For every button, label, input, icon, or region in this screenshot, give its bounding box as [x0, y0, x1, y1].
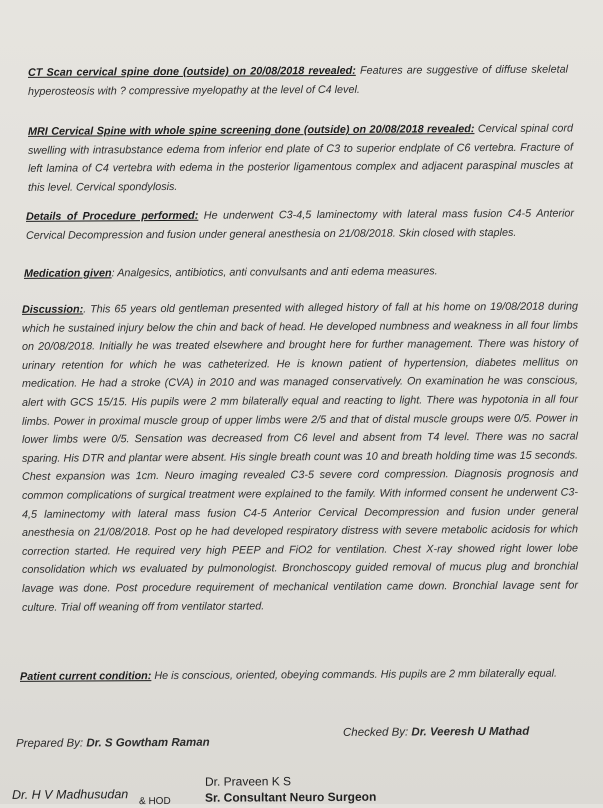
medication-text: : Analgesics, antibiotics, anti convulsants and anti edema measures.: [111, 265, 438, 280]
ct-scan-section: [28, 61, 568, 101]
footer-right-name: Dr. Praveen K S: [205, 774, 292, 789]
medication-section: [24, 261, 584, 283]
footer-left-role: & HOD: [139, 795, 171, 808]
discussion-section: [22, 297, 578, 616]
procedure-section: [26, 204, 574, 244]
ct-scan-text: Features are suggestive of diffuse skeletal hyperosteosis with ? compressive myelopathy at the level of C4 level.: [28, 63, 568, 98]
discussion-text: . This 65 years old gentleman presented with alleged history of fall at his home on 19/08/2018 during which he sustained injury below the chin and back of head. He developed numbness and weakness in all four limbs on 20/08/2018. Initially he was treated elsewhere and brought here for further management. There was history of urinary retention for which he was catheterized. He is known patient of hypertension, diabetes mellitus on medication. He had a stroke (CVA) in 2010 and was managed conservatively. On examination he was conscious, alert with GCS 15/15. His pupils were 2 mm bilaterally equal and reacting to light. There was hypotonia in all four limbs. Power in proximal muscle group of upper limbs were 2/5 and that of distal muscle groups were 0/5. Power in lower limbs were 0/5. Sensation was decreased from C6 level and absent from T4 level. There was no sacral sparing. His DTR and plantar were absent. His single breath count was 10 and breath holding time was 15 seconds. Chest expansion was 1cm. Neuro imaging revealed C3-5 severe cord compression. Diagnosis prognosis and common complications of surgical treatment were explained to the family. With informed consent he underwent C3-4,5 laminectomy with lateral mass fusion C4-5 Anterior Cervical Decompression and fusion under general anesthesia on 21/08/2018. Post op he had developed respiratory distress with severe metabolic acidosis for which correction started. He required very high PEEP and FiO2 for ventilation. Chest X-ray showed right lower lobe consolidation which ws evaluated by pulmonologist. Bronchoscopy guided removal of mucus plug and bronchial lavage was done. Post procedure requirement of mechanical ventilation came down. Bronchial lavage sent for culture. Trial off weaning off from ventilator started.: [22, 300, 578, 614]
footer-left-name: Dr. H V Madhusudan: [12, 787, 129, 802]
condition-section: [20, 660, 580, 689]
footer-right-title: Sr. Consultant Neuro Surgeon: [205, 789, 377, 805]
procedure-heading: Details of Procedure performed:: [26, 209, 199, 223]
procedure-text: He underwent C3-4,5 laminectomy with lateral mass fusion C4-5 Anterior Cervical Decompression and fusion under general anesthesia on 21/08/2018. Skin closed with staples.: [26, 207, 574, 242]
mri-section: [28, 119, 573, 196]
checked-by: [343, 726, 529, 739]
discussion-heading: Discussion:: [22, 303, 84, 316]
prepared-label: Prepared By:: [16, 737, 84, 750]
mri-text: Cervical spinal cord swelling with intrasubstance edema from inferior end plate of C3 to superior endplate of C6 vertebra. Fracture of left lamina of C4 vertebra with edema in the posterior ligamentous complex and adjacent paraspinal muscles at this level. Cervical spondylosis.: [28, 122, 573, 194]
ct-scan-heading: CT Scan cervical spine done (outside) on 20/08/2018 revealed:: [28, 64, 356, 79]
checked-label: Checked By:: [343, 726, 409, 739]
prepared-by: [16, 737, 210, 750]
checked-name: Dr. Veeresh U Mathad: [411, 725, 530, 739]
condition-text: He is conscious, oriented, obeying commands. His pupils are 2 mm bilaterally equal.: [151, 667, 558, 683]
medication-heading: Medication given: [24, 267, 112, 280]
prepared-name: Dr. S Gowtham Raman: [86, 736, 210, 750]
condition-heading: Patient current condition:: [20, 670, 152, 683]
mri-heading: MRI Cervical Spine with whole spine screening done (outside) on 20/08/2018 revealed:: [28, 123, 475, 138]
